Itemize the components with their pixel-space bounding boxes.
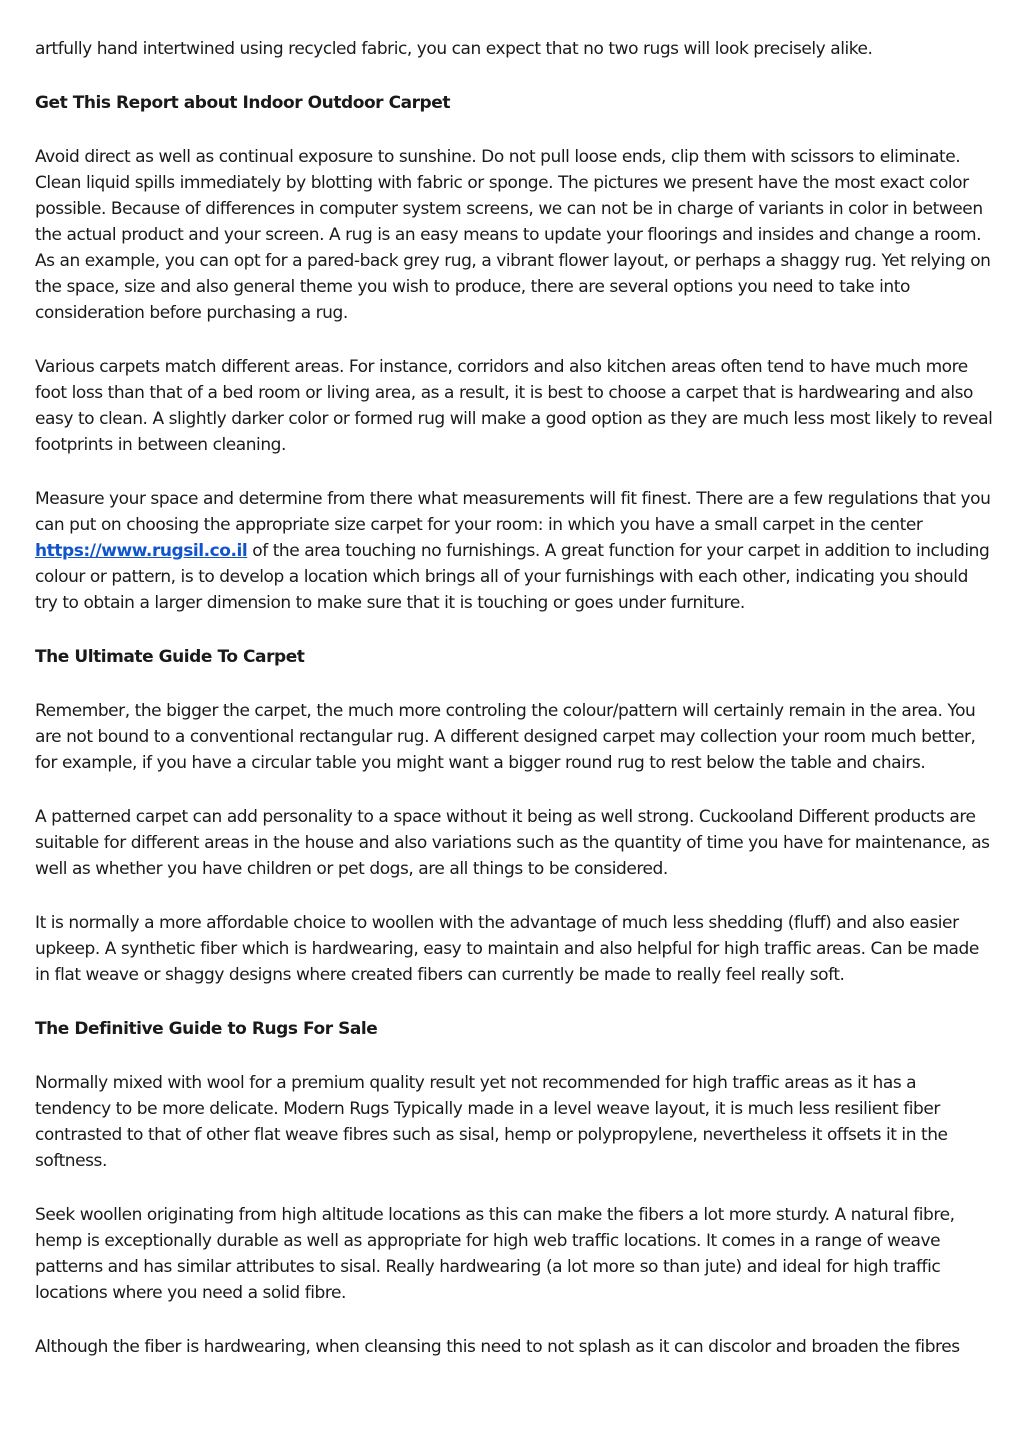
paragraph-affordable-choice: It is normally a more affordable choice to woollen with the advantage of much less shedding (fluff) and also easier upkeep. A synthetic fiber which is hardwearing, easy to maintain and also helpful for high traffic areas. Can be made in flat weave or shaggy designs where created fibers can currently be made to really feel really soft. [35, 913, 979, 985]
paragraph-sun-exposure: Avoid direct as well as continual exposure to sunshine. Do not pull loose ends, clip them with scissors to eliminate. Clean liquid spills immediately by blotting with fabric or sponge. The pictures we present have the most exact color possible. Because of differences in computer system screens, we can not be in charge of variants in color in between the actual product and your screen. A rug is an easy means to update your floorings and insides and change a room. As an example, you can opt for a pared-back grey rug, a vibrant flower layout, or perhaps a shaggy rug. Yet relying on the space, size and also general theme you wish to produce, there are several options you need to take into consideration before purchasing a rug. [35, 147, 991, 323]
paragraph-intro-continuation: artfully hand intertwined using recycled fabric, you can expect that no two rugs will look precisely alike. [35, 39, 873, 59]
section-heading-indoor-outdoor-carpet: Get This Report about Indoor Outdoor Carpet [35, 93, 451, 113]
paragraph-measure-text-before: Measure your space and determine from there what measurements will fit finest. There are a few regulations that you can put on choosing the appropriate size carpet for your room: in which you have a small carpet in the center [35, 489, 991, 535]
paragraph-wool-mix: Normally mixed with wool for a premium quality result yet not recommended for high traffic areas as it has a tendency to be more delicate. Modern Rugs Typically made in a level weave layout, it is much less resilient fiber contrasted to that of other flat weave fibres such as sisal, hemp or polypropylene, nevertheless it offsets it in the softness. [35, 1073, 948, 1171]
section-heading-definitive-guide: The Definitive Guide to Rugs For Sale [35, 1019, 378, 1039]
rugsil-link[interactable]: https://www.rugsil.co.il [35, 541, 248, 561]
paragraph-cleansing: Although the fiber is hardwearing, when cleansing this need to not splash as it can discolor and broaden the fibres [35, 1337, 960, 1357]
paragraph-measure-text-after: of the area touching no furnishings. A great function for your carpet in addition to including colour or pattern, is to develop a location which brings all of your furnishings with each other, indicating you should try to obtain a larger dimension to make sure that it is touching or goes under furniture. [35, 541, 990, 613]
paragraph-carpet-areas: Various carpets match different areas. For instance, corridors and also kitchen areas often tend to have much more foot loss than that of a bed room or living area, as a result, it is best to choose a carpet that is hardwearing and also easy to clean. A slightly darker color or formed rug will make a good option as they are much less most likely to reveal footprints in between cleaning. [35, 357, 993, 455]
section-heading-ultimate-guide: The Ultimate Guide To Carpet [35, 647, 305, 667]
paragraph-bigger-carpet: Remember, the bigger the carpet, the much more controling the colour/pattern will certainly remain in the area. You are not bound to a conventional rectangular rug. A different designed carpet may collection your room much better, for example, if you have a circular table you might want a bigger round rug to rest below the table and chairs. [35, 701, 976, 773]
document-page [35, 36, 993, 1388]
paragraph-measure-space [35, 486, 993, 616]
paragraph-patterned-carpet: A patterned carpet can add personality to a space without it being as well strong. Cuckooland Different products are suitable for different areas in the house and also variations such as the quantity of time you have for maintenance, as well as whether you have children or pet dogs, are all things to be considered. [35, 807, 990, 879]
paragraph-woollen-hemp: Seek woollen originating from high altitude locations as this can make the fibers a lot more sturdy. A natural fibre, hemp is exceptionally durable as well as appropriate for high web traffic locations. It comes in a range of weave patterns and has similar attributes to sisal. Really hardwearing (a lot more so than jute) and ideal for high traffic locations where you need a solid fibre. [35, 1205, 955, 1303]
